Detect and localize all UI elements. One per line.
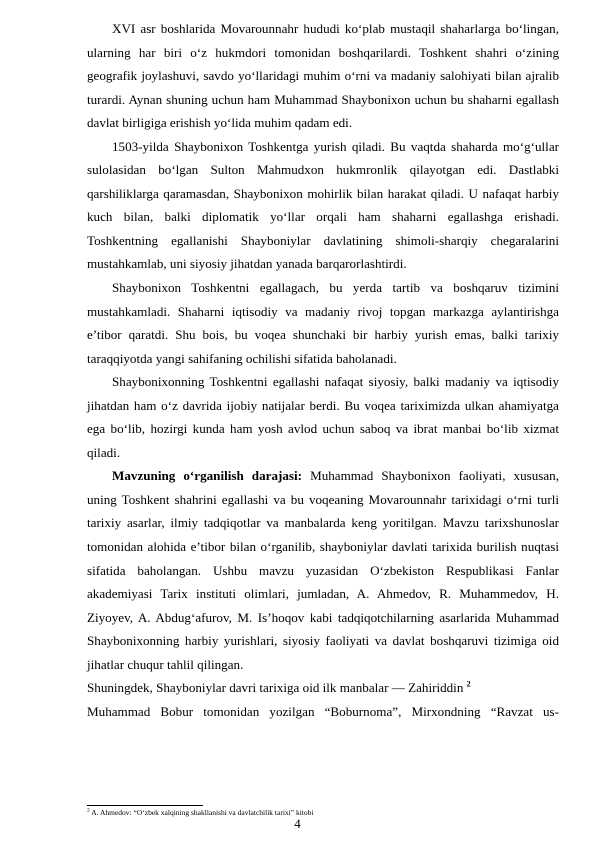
page-number: 4 — [294, 816, 301, 831]
footnote-divider — [87, 805, 203, 806]
sources-text: Shuningdek, Shayboniylar davri tarixiga oid ilk manbalar — Zahiriddin — [87, 680, 467, 696]
paragraph-significance: Shaybonixonning Toshkentni egallashi nafaqat siyosiy, balki madaniy va iqtisodiy jihatdan ham o‘z davrida ijobiy natijalar berdi. Bu voqea tariximizda ulkan ahamiyatga ega bo‘lib, hozirgi kunda ham yosh avlod uchun saboq va ibrat manbai bo‘lib xizmat qiladi. — [87, 374, 559, 460]
study-level-heading: Mavzuning o‘rganilish darajasi: — [112, 468, 302, 484]
paragraph-1503-campaign: 1503-yilda Shaybonixon Toshkentga yurish qiladi. Bu vaqtda shaharda mo‘g‘ullar sulolasidan bo‘lgan Sulton Mahmudxon hukmronlik qilayotgan edi. Dastlabki qarshiliklarga qaramasdan, Shaybonixon mohirlik bilan harakat qiladi. U nafaqat harbiy kuch bilan, balki diplomatik yo‘llar orqali ham shaharni egallashga erishadi. Toshkentning egallanishi Shayboniylar davlatining shimoli-sharqiy chegaralarini mustahkamlab, uni siyosiy jihatdan yanada barqarorlashtirdi. — [87, 138, 559, 272]
footnote-text: A. Ahmedov: “O‘zbek xalqining shakllanishi va davlatchilik tarixi” kitobi — [89, 808, 314, 817]
paragraph-governance: Shaybonixon Toshkentni egallagach, bu yerda tartib va boshqaruv tizimini mustahkamladi. Shaharni iqtisodiy va madaniy rivoj topgan markazga aylantirishga e’tibor qaratdi. Shu bois, bu voqea shunchaki bir harbiy yurish emas, balki tarixiy taraqqiyotda yangi sahifaning ochilishi sifatida baholanadi. — [87, 280, 559, 366]
document-page — [87, 17, 559, 723]
study-level-text: Muhammad Shaybonixon faoliyati, xususan, uning Toshkent shahrini egallashi va bu voqeaning Movarounnahr tarixidagi o‘rni turli tarixiy asarlar, ilmiy tadqiqotlar va manbalarda keng yoritilgan. Mavzu tarixshunoslar tomonidan alohida e’tibor bilan o‘rganilib, shayboniylar davlati tarixida burilish nuqtasi sifatida baholangan. Ushbu mavzu yuzasidan O‘zbekiston Respublikasi Fanlar akademiyasi Tarix instituti olimlari, jumladan, A. Ahmedov, R. Muhammedov, H. Ziyoyev, A. Abdug‘afurov, M. Is’hoqov kabi tadqiqotchilarning asarlarida Muhammad Shaybonixonning harbiy yurishlari, siyosiy faoliyati va davlat boshqaruvi tizimiga oid jihatlar chuqur tahlil qilingan. — [87, 468, 559, 672]
paragraph-study-level — [87, 464, 559, 676]
paragraph-boburnoma: Muhammad Bobur tomonidan yozilgan “Boburnoma”, Mirxondning “Ravzat us- — [87, 703, 559, 719]
paragraph-sources — [87, 676, 559, 700]
footnote-number: 2 — [87, 807, 90, 814]
paragraph-tashkent-context: XVI asr boshlarida Movarounnahr hududi ko‘plab mustaqil shaharlarga bo‘lingan, ularning har biri o‘z hukmdori tomonidan boshqarilardi. Toshkent shahri o‘zining geografik joylashuvi, savdo yo‘llaridagi muhim o‘rni va madaniy salohiyati bilan ajralib turardi. Aynan shuning uchun ham Muhammad Shaybonixon uchun bu shaharni egallash davlat birligiga erishish yo‘lida muhim qadam edi. — [87, 21, 559, 131]
footnote-reference[interactable]: 2 — [466, 679, 471, 689]
